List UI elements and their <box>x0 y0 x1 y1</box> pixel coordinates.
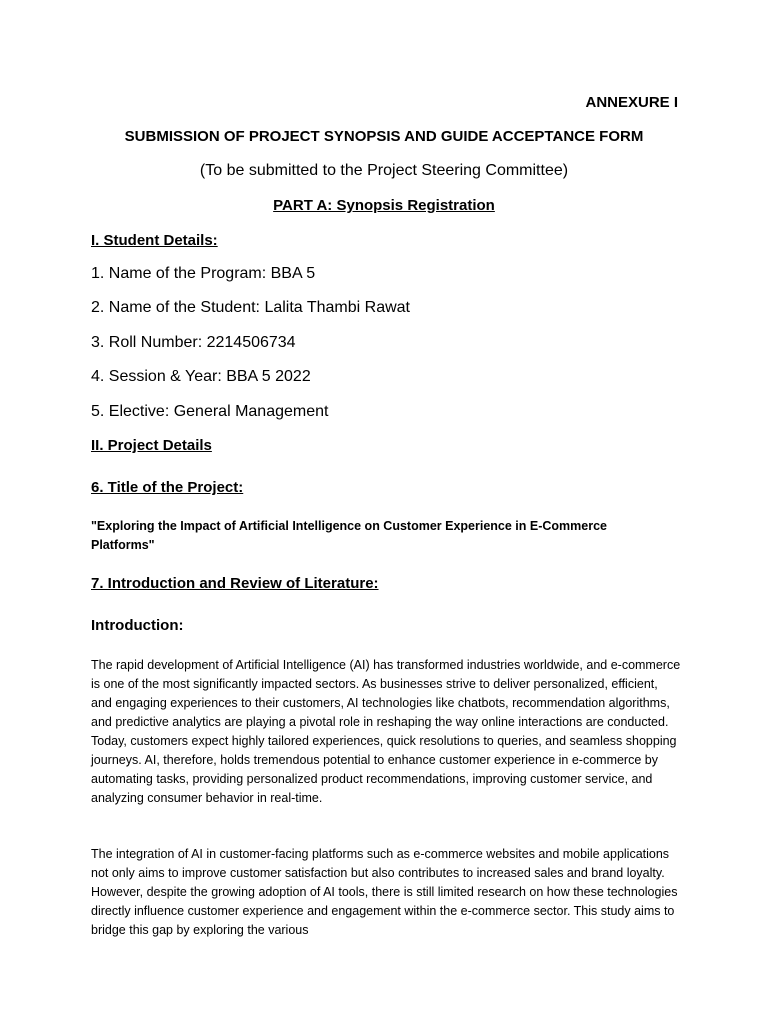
detail-elective: 5. Elective: General Management <box>91 403 329 420</box>
project-details-heading: II. Project Details <box>91 437 212 454</box>
student-details-heading: I. Student Details: <box>91 232 218 249</box>
form-subtitle: (To be submitted to the Project Steering Committee) <box>199 162 569 179</box>
form-title: SUBMISSION OF PROJECT SYNOPSIS AND GUIDE ACCEPTANCE FORM <box>124 128 644 145</box>
review-heading: 7. Introduction and Review of Literature: <box>91 575 379 592</box>
introduction-paragraph-1: The rapid development of Artificial Intelligence (AI) has transformed industries worldwide, and e-commerce is one of the most significantly impacted sectors. As businesses strive to deliver personalized, efficient, and engaging experiences to their customers, AI technologies like chatbots, recommendation algorithms, and predictive analytics are playing a pivotal role in reshaping the way online interactions are conducted. Today, customers expect highly tailored experiences, quick resolutions to queries, and seamless shopping journeys. AI, therefore, holds tremendous potential to enhance customer experience in e-commerce by automating tasks, providing personalized product recommendations, improving customer service, and analyzing consumer behavior in real-time. <box>91 658 681 805</box>
introduction-paragraph-2: The integration of AI in customer-facing platforms such as e-commerce websites and mobile applications not only aims to improve customer satisfaction but also contributes to increased sales and brand loyalty. However, despite the growing adoption of AI tools, there is still limited research on how these technologies directly influence customer experience and engagement within the e-commerce sector. This study aims to bridge this gap by exploring the various <box>91 847 678 937</box>
annexure-label: ANNEXURE I <box>585 94 678 111</box>
introduction-heading: Introduction: <box>91 617 184 634</box>
detail-session-year: 4. Session & Year: BBA 5 2022 <box>91 368 311 385</box>
detail-roll-number: 3. Roll Number: 2214506734 <box>91 334 296 351</box>
detail-program: 1. Name of the Program: BBA 5 <box>91 265 316 282</box>
project-title: "Exploring the Impact of Artificial Intelligence on Customer Experience in E-Commerce Platforms" <box>91 519 607 552</box>
part-heading: PART A: Synopsis Registration <box>273 197 495 214</box>
project-title-heading: 6. Title of the Project: <box>91 479 244 496</box>
detail-student-name: 2. Name of the Student: Lalita Thambi Rawat <box>91 299 410 316</box>
